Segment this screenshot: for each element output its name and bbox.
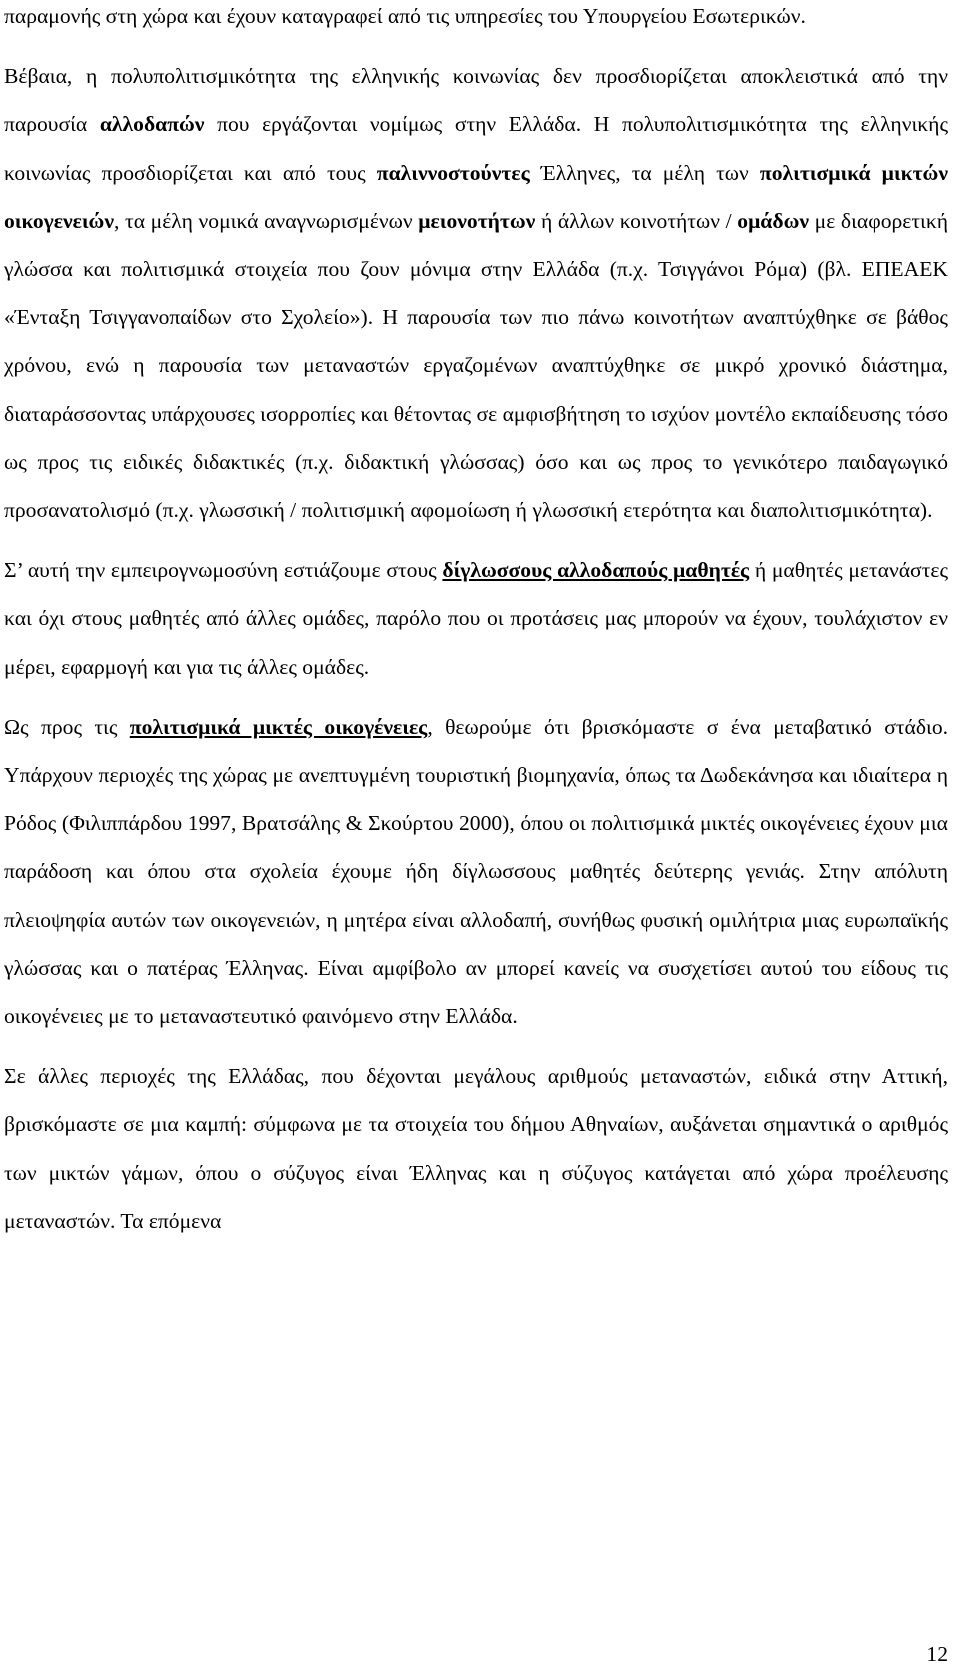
- emphasized-text: πολιτισμικά μικτές οικογένειες: [129, 714, 428, 739]
- paragraph: [0, 0, 948, 40]
- paragraph: [0, 52, 948, 534]
- text-segment: Σε άλλες περιοχές της Ελλάδας, που δέχονται μεγάλους αριθμούς μεταναστών, ειδικά στην Αττική, βρισκόμαστε σε μια καμπή: σύμφωνα με τα στοιχεία του δήμου Αθηναίων, αυξάνεται σημαντικά ο αριθμός των μικτών γάμων, όπου ο σύζυγος είναι Έλληνας και η σύζυγος κατάγεται από χώρα προέλευσης μεταναστών. Τα επόμενα: [4, 1064, 948, 1233]
- text-segment: που εργάζονται νομίμως στην Ελλάδα. Η πολυπολιτισμικότητα της ελληνικής κοινωνίας προσδιορίζεται και από τους: [4, 112, 948, 185]
- text-segment: , τα μέλη νομικά αναγνωρισμένων: [113, 208, 419, 233]
- text-segment: ή άλλων κοινοτήτων /: [535, 208, 738, 233]
- emphasized-text: δίγλωσσους αλλοδαπούς μαθητές: [442, 558, 750, 583]
- page-number: 12: [926, 1642, 948, 1666]
- paragraph: [0, 703, 948, 1040]
- text-segment: Ως προς τις: [4, 714, 130, 739]
- text-segment: Έλληνες, τα μέλη των: [529, 160, 760, 185]
- paragraph: [0, 1052, 948, 1245]
- text-segment: , θεωρούμε ότι βρισκόμαστε σ ένα μεταβατικό στάδιο. Υπάρχουν περιοχές της χώρας με ανεπτυγμένη τουριστική βιομηχανία, όπως τα Δωδεκάνησα και ιδιαίτερα η Ρόδος (Φιλιππάρδου 1997, Βρατσάλης & Σκούρτου 2000), όπου οι πολιτισμικά μικτές οικογένειες έχουν μια παράδοση και όπου στα σχολεία έχουμε ήδη δίγλωσσους μαθητές δεύτερης γενιάς. Στην απόλυτη πλειοψηφία αυτών των οικογενειών, η μητέρα είναι αλλοδαπή, συνήθως φυσική ομιλήτρια μιας ευρωπαϊκής γλώσσας και ο πατέρας Έλληνας. Είναι αμφίβολο αν μπορεί κανείς να συσχετίσει αυτού του είδους τις οικογένειες με το μεταναστευτικό φαινόμενο στην Ελλάδα.: [4, 714, 949, 1029]
- paragraph: [0, 546, 948, 691]
- text-segment: ή μαθητές μετανάστες και όχι στους μαθητές από άλλες ομάδες, παρόλο που οι προτάσεις μας μπορούν να έχουν, τουλάχιστον εν μέρει, εφαρμογή και για τις άλλες ομάδες.: [4, 558, 948, 679]
- text-segment: Σ’ αυτή την εμπειρογνωμοσύνη εστιάζουμε στους: [4, 558, 443, 583]
- emphasized-text: αλλοδαπών: [99, 112, 205, 137]
- emphasized-text: παλιννοστούντες: [376, 160, 530, 185]
- emphasized-text: ομάδων: [737, 208, 809, 233]
- emphasized-text: μειονοτήτων: [418, 208, 536, 233]
- emphasized-text: πολιτισμικά μικτών οικογενειών: [4, 160, 948, 233]
- text-segment: παραμονής στη χώρα και έχουν καταγραφεί από τις υπηρεσίες του Υπουργείου Εσωτερικών.: [4, 4, 806, 28]
- text-segment: Βέβαια, η πολυπολιτισμικότητα της ελληνικής κοινωνίας δεν προσδιορίζεται αποκλειστικά από την παρουσία: [4, 64, 948, 137]
- text-segment: με διαφορετική γλώσσα και πολιτισμικά στοιχεία που ζουν μόνιμα στην Ελλάδα (π.χ. Τσιγγάνοι Ρόμα) (βλ. ΕΠΕΑΕΚ «Ένταξη Τσιγγανοπαίδων στο Σχολείο»). Η παρουσία των πιο πάνω κοινοτήτων αναπτύχθηκε σε βάθος χρόνου, ενώ η παρουσία των μεταναστών εργαζομένων αναπτύχθηκε σε μικρό χρονικό διάστημα, διαταράσσοντας υπάρχουσες ισορροπίες και θέτοντας σε αμφισβήτηση το ισχύον μοντέλο εκπαίδευσης τόσο ως προς τις ειδικές διδακτικές (π.χ. διδακτική γλώσσας) όσο και ως προς το γενικότερο παιδαγωγικό προσανατολισμό (π.χ. γλωσσική / πολιτισμική αφομοίωση ή γλωσσική ετερότητα και διαπολιτισμικότητα).: [4, 208, 948, 523]
